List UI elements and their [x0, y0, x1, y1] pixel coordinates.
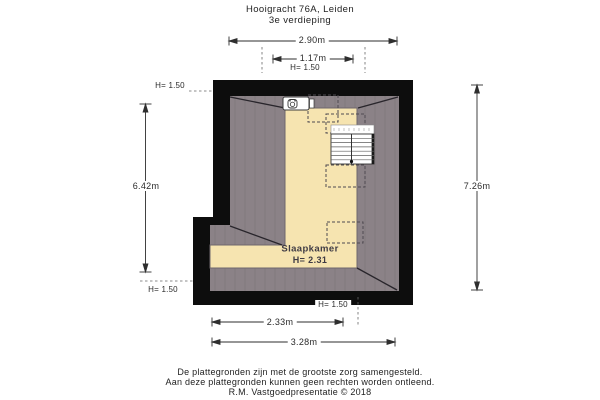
- dim-left-label: 6.42m: [130, 181, 163, 191]
- room-name-label: Slaapkamer: [281, 243, 339, 255]
- room-height-label: H= 2.31: [292, 255, 328, 265]
- page-subtitle: 3e verdieping: [268, 15, 332, 26]
- stair-label-strip: [331, 125, 374, 134]
- height-label-top: H= 1.50: [287, 63, 323, 73]
- staircase-icon: [331, 125, 374, 164]
- sink-icon: [283, 97, 314, 110]
- footer-credit: R.M. Vastgoedpresentatie © 2018: [228, 387, 372, 397]
- height-label-left-top: H= 1.50: [152, 81, 188, 91]
- stair-newel-dot: [350, 160, 353, 163]
- page-title: Hooigracht 76A, Leiden: [245, 4, 355, 15]
- dim-bottom-inner-label: 2.33m: [264, 317, 297, 327]
- height-label-left-bottom: H= 1.50: [145, 285, 181, 295]
- height-label-bottom: H= 1.50: [315, 300, 351, 310]
- footer-disclaimer-2: Aan deze plattegronden kunnen geen rechten worden ontleend.: [165, 377, 435, 387]
- dim-right-label: 7.26m: [461, 181, 494, 191]
- dim-bottom-label: 3.28m: [288, 337, 321, 347]
- dim-top-inner-label: 1.17m: [297, 53, 330, 63]
- dim-top-width-label: 2.90m: [296, 35, 329, 45]
- footer-disclaimer-1: De plattegronden zijn met de grootste zorg samengesteld.: [177, 367, 423, 377]
